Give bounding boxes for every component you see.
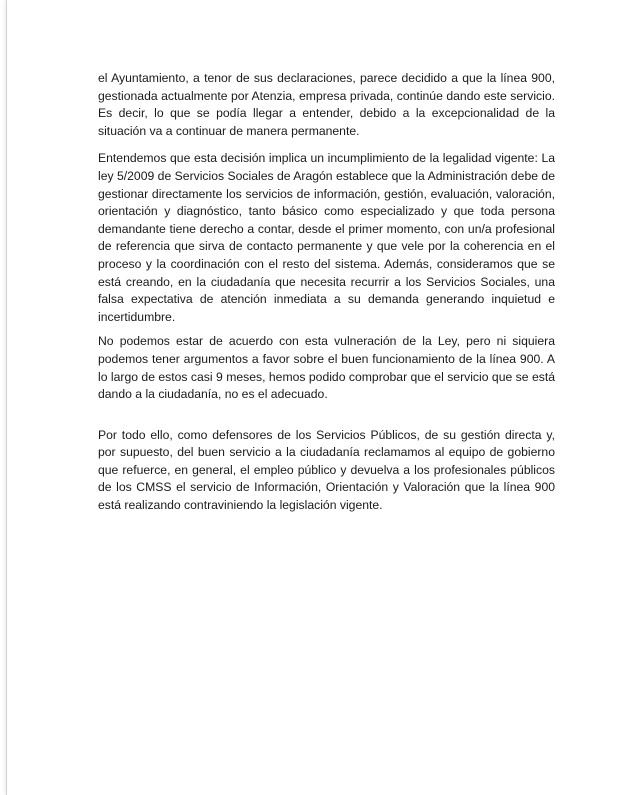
paragraph-legality: Entendemos que esta decisión implica un incumplimiento de la legalidad vigente: La ley 5/2009 de Servicios Sociales de Aragón establece que la Administración debe de gestionar directamente los servicios de información, gestión, evaluación, valoración, orientación y diagnóstico, tanto básico como especializado y que toda persona demandante tiene derecho a contar, desde el primer momento, con un/a profesional de referencia que sirva de contacto permanente y que vele por la coherencia en el proceso y la coordinación con el resto del sistema. Además, consideramos que se está creando, en la ciudadanía que necesita recurrir a los Servicios Sociales, una falsa expectativa de atención inmediata a su demanda generando inquietud e incertidumbre.: [98, 151, 555, 324]
paragraph-continuation: el Ayuntamiento, a tenor de sus declaraciones, parece decidido a que la línea 900, gestionada actualmente por Atenzia, empresa privada, continúe dando este servicio. Es decir, lo que se podía llegar a entender, debido a la excepcionalidad de la situación va a continuar de manera permanente.: [98, 71, 555, 138]
paragraph-conclusion: Por todo ello, como defensores de los Servicios Públicos, de su gestión directa y, por supuesto, del buen servicio a la ciudadanía reclamamos al equipo de gobierno que refuerce, en general, el empleo público y devuelva a los profesionales públicos de los CMSS el servicio de Información, Orientación y Valoración que la línea 900 está realizando contraviniendo la legislación vigente.: [98, 427, 555, 513]
paragraph-arguments: No podemos estar de acuerdo con esta vulneración de la Ley, pero ni siquiera podemos tener argumentos a favor sobre el buen funcionamiento de la línea 900. A lo largo de estos casi 9 meses, hemos podido comprobar que el servicio que se está dando a la ciudadanía, no es el adecuado.: [98, 334, 555, 402]
document-body: [98, 70, 555, 515]
document-page: [6, 0, 628, 795]
